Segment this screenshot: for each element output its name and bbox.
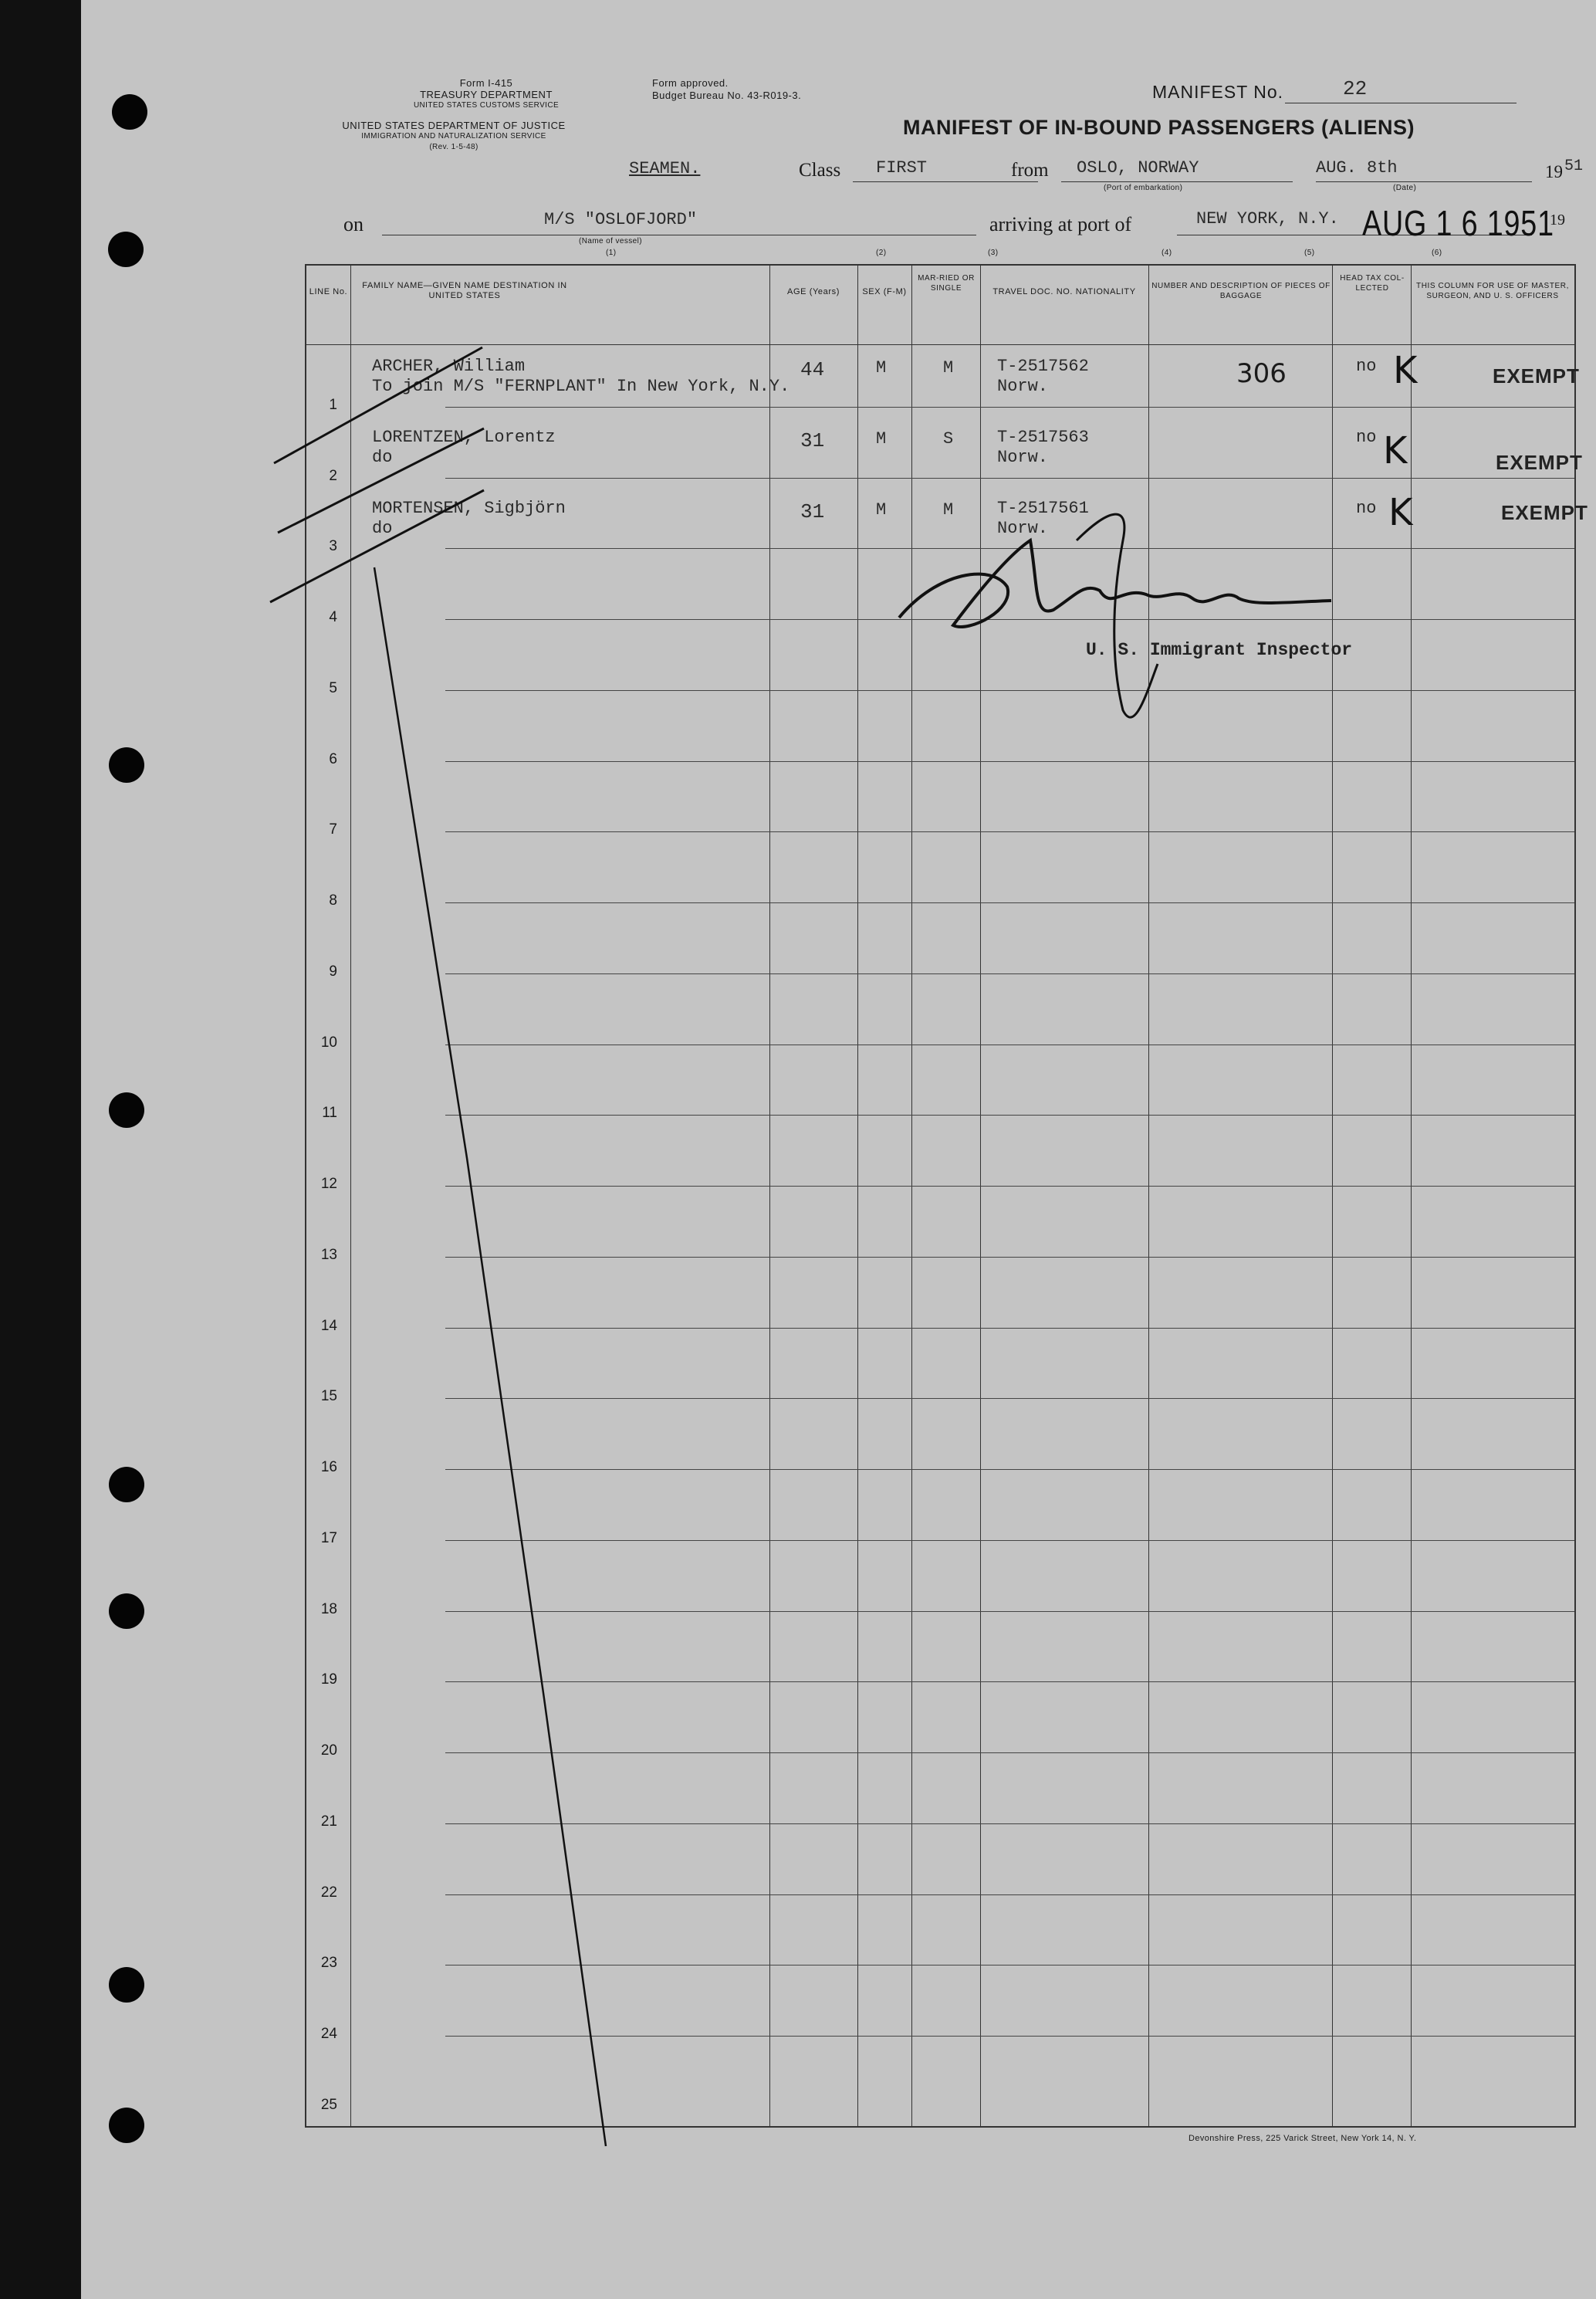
line-number: 18 [320,1601,337,1617]
passenger-married: S [943,429,954,449]
passenger-doc: T-2517563 [997,428,1089,447]
manifest-title: MANIFEST OF IN-BOUND PASSENGERS (ALIENS) [903,116,1415,139]
arriving-label: arriving at port of [989,213,1132,235]
passenger-sex: M [876,429,887,449]
passenger-status: EXEMPT [1493,364,1580,388]
passenger-mark: K [1383,429,1408,472]
passenger-name: ARCHER, William [372,357,526,376]
line-number: 12 [320,1176,337,1192]
line-number: 23 [320,1955,337,1971]
col-travel-doc: TRAVEL DOC. NO. NATIONALITY [992,287,1136,296]
passenger-name: MORTENSEN, Sigbjörn [372,499,566,518]
col-num-6: (6) [1432,249,1442,257]
pen-marks [81,0,1596,2299]
passenger-status: EXEMPT [1496,451,1583,474]
customs-service: UNITED STATES CUSTOMS SERVICE [413,101,560,110]
passenger-age: 44 [800,358,825,381]
line-number: 10 [320,1034,337,1051]
passenger-head-tax: no [1356,428,1377,447]
col-num-5: (5) [1304,249,1315,257]
line-number: 25 [320,2097,337,2113]
passenger-nationality: Norw. [997,448,1049,467]
passenger-status: EXEMPT [1501,501,1588,524]
col-head-tax: HEAD TAX COL-LECTED [1340,274,1405,293]
line-number: 3 [329,538,337,554]
col-officers: THIS COLUMN FOR USE OF MASTER, SURGEON, AND U. S. OFFICERS [1415,282,1569,300]
manifest-page [81,0,1596,2299]
manifest-no-label: MANIFEST No. [1152,82,1284,102]
revision: (Rev. 1-5-48) [429,143,478,151]
on-label: on [343,213,363,235]
col-age: AGE (Years) [787,287,840,296]
passenger-head-tax: no [1356,499,1377,518]
col-name: FAMILY NAME—GIVEN NAME DESTINATION IN UNITED STATES [362,281,567,300]
line-number: 14 [320,1318,337,1334]
passenger-age: 31 [800,429,825,452]
col-num-3: (3) [988,249,999,257]
col-line-no: LINE No. [309,287,348,296]
port-caption: (Port of embarkation) [1104,184,1183,192]
stamp-suffix: 19 [1550,212,1565,229]
class-label: Class [799,160,841,181]
passenger-nationality: Norw. [997,377,1049,396]
line-number: 6 [329,751,337,767]
year-prefix: 19 [1545,162,1563,181]
arrival-date-stamp: AUG 1 6 1951 [1362,203,1554,243]
line-number: 20 [320,1742,337,1759]
passenger-nationality: Norw. [997,519,1049,538]
line-number: 1 [329,397,337,413]
passenger-name: LORENTZEN, Lorentz [372,428,556,447]
from-value: OSLO, NORWAY [1077,158,1199,178]
line-number: 7 [329,821,337,838]
date-value: AUG. 8th [1316,158,1398,178]
passenger-head-tax: no [1356,357,1377,376]
passenger-sex: M [876,500,887,520]
col-baggage: NUMBER AND DESCRIPTION OF PIECES OF BAGGAGE [1151,282,1331,300]
line-number: 19 [320,1671,337,1688]
passenger-doc: T-2517561 [997,499,1089,518]
inspector-title: U. S. Immigrant Inspector [1086,640,1353,660]
line-number: 13 [320,1247,337,1263]
col-num-2: (2) [876,249,887,257]
line-number: 15 [320,1388,337,1404]
vessel-name: M/S "OSLOFJORD" [544,210,698,229]
line-number: 4 [329,609,337,625]
date-caption: (Date) [1393,184,1417,192]
passenger-baggage: 306 [1236,358,1287,389]
line-number: 11 [322,1105,337,1121]
col-num-4: (4) [1161,249,1172,257]
manifest-no-value: 22 [1343,77,1368,100]
passenger-age: 31 [800,500,825,523]
passenger-sex: M [876,358,887,378]
passenger-mark: K [1388,491,1413,534]
col-num-1: (1) [606,249,617,257]
form-number: Form I-415 [459,77,513,89]
arrival-port: NEW YORK, N.Y. [1196,209,1339,229]
line-number: 16 [320,1459,337,1475]
line-number: 24 [320,2026,337,2042]
ins-service: IMMIGRATION AND NATURALIZATION SERVICE [361,132,546,141]
line-number: 17 [320,1530,337,1546]
col-sex: SEX (F-M) [862,287,907,296]
budget-bureau: Budget Bureau No. 43-R019-3. [652,90,802,101]
passenger-married: M [943,358,954,378]
line-number: 22 [320,1884,337,1901]
passenger-destination: To join M/S "FERNPLANT" In New York, N.Y. [372,377,790,396]
line-number: 21 [320,1813,337,1830]
vessel-caption: (Name of vessel) [579,237,642,245]
col-married: MAR-RIED OR SINGLE [918,274,975,293]
line-number: 8 [329,892,337,909]
form-approved: Form approved. [652,77,729,89]
passenger-mark: K [1393,349,1418,392]
from-label: from [1011,160,1049,181]
class-value: FIRST [876,158,928,178]
passenger-doc: T-2517562 [997,357,1089,376]
printer-credit: Devonshire Press, 225 Varick Street, New York 14, N. Y. [1189,2134,1417,2143]
justice-dept: UNITED STATES DEPARTMENT OF JUSTICE [342,120,566,131]
passenger-married: M [943,500,954,520]
line-number: 9 [329,963,337,980]
passenger-destination: do [372,448,393,467]
seamen-label: SEAMEN. [629,159,701,178]
line-number: 5 [329,680,337,696]
line-number: 2 [329,468,337,484]
passenger-destination: do [372,519,393,538]
treasury-dept: TREASURY DEPARTMENT [420,89,553,100]
year-value: 51 [1564,157,1584,175]
